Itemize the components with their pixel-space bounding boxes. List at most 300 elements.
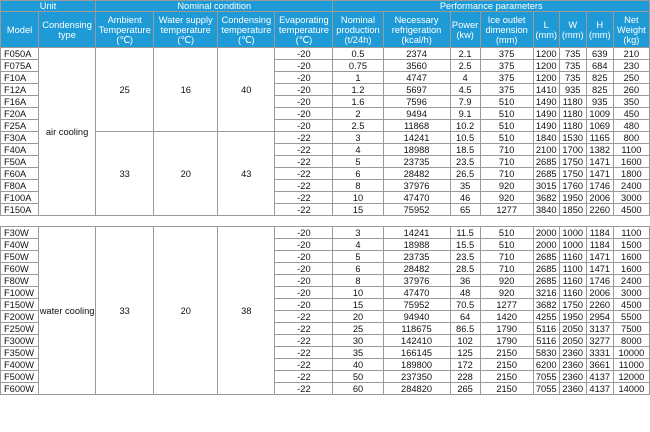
nominal-production-cell: 2.5 <box>333 120 383 132</box>
height-cell: 935 <box>586 96 613 108</box>
net-weight-cell: 800 <box>613 132 649 144</box>
nominal-production-cell: 4 <box>333 239 383 251</box>
ice-outlet-cell: 375 <box>480 84 533 96</box>
ice-outlet-cell: 1790 <box>480 323 533 335</box>
refrigeration-cell: 237350 <box>383 371 450 383</box>
ice-outlet-cell: 1790 <box>480 335 533 347</box>
width-cell: 1750 <box>559 156 586 168</box>
height-cell: 825 <box>586 84 613 96</box>
refrigeration-cell: 142410 <box>383 335 450 347</box>
net-weight-cell: 10000 <box>613 347 649 359</box>
length-cell: 1200 <box>533 60 559 72</box>
width-cell: 1180 <box>559 108 586 120</box>
length-cell: 2685 <box>533 251 559 263</box>
width-header: W (mm) <box>559 12 586 48</box>
length-cell: 2685 <box>533 168 559 180</box>
net-weight-cell: 12000 <box>613 371 649 383</box>
model-cell: F050A <box>1 48 39 60</box>
width-cell: 2050 <box>559 323 586 335</box>
power-cell: 46 <box>450 192 480 204</box>
ice-outlet-header: Ice outlet dimension (mm) <box>480 12 533 48</box>
ambient-cell: 33 <box>96 227 154 395</box>
evaporating-temp-cell: -20 <box>275 251 333 263</box>
height-cell: 684 <box>586 60 613 72</box>
model-cell: F20A <box>1 108 39 120</box>
table-row <box>1 132 650 144</box>
nominal-production-cell: 50 <box>333 371 383 383</box>
nominal-production-cell: 30 <box>333 335 383 347</box>
model-cell: F250W <box>1 323 39 335</box>
width-cell: 735 <box>559 60 586 72</box>
water-supply-cell: 20 <box>154 132 218 216</box>
evaporating-temp-cell: -20 <box>275 72 333 84</box>
width-cell: 1180 <box>559 96 586 108</box>
length-cell: 3682 <box>533 299 559 311</box>
nominal-production-cell: 15 <box>333 299 383 311</box>
net-weight-cell: 1600 <box>613 251 649 263</box>
model-cell: F12A <box>1 84 39 96</box>
model-cell: F50A <box>1 156 39 168</box>
net-weight-cell: 450 <box>613 108 649 120</box>
width-cell: 1950 <box>559 192 586 204</box>
ice-outlet-cell: 710 <box>480 144 533 156</box>
height-cell: 1165 <box>586 132 613 144</box>
power-cell: 9.1 <box>450 108 480 120</box>
water-supply-cell: 16 <box>154 48 218 132</box>
net-weight-cell: 8000 <box>613 335 649 347</box>
power-cell: 64 <box>450 311 480 323</box>
power-cell: 15.5 <box>450 239 480 251</box>
width-cell: 1160 <box>559 251 586 263</box>
ice-outlet-cell: 375 <box>480 48 533 60</box>
refrigeration-header: Necessary refrigeration (kcal/h) <box>383 12 450 48</box>
power-cell: 48 <box>450 287 480 299</box>
evaporating-temp-cell: -22 <box>275 311 333 323</box>
evaporating-temp-cell: -22 <box>275 168 333 180</box>
net-weight-cell: 14000 <box>613 383 649 395</box>
ice-outlet-cell: 920 <box>480 287 533 299</box>
width-cell: 1700 <box>559 144 586 156</box>
height-cell: 1184 <box>586 227 613 239</box>
power-cell: 86.5 <box>450 323 480 335</box>
evaporating-temp-cell: -20 <box>275 263 333 275</box>
nominal-condition-header: Nominal condition <box>96 1 333 12</box>
refrigeration-cell: 37976 <box>383 275 450 287</box>
evaporating-temp-cell: -22 <box>275 371 333 383</box>
power-cell: 36 <box>450 275 480 287</box>
power-cell: 23.5 <box>450 156 480 168</box>
condensing-type-cell: air cooling <box>39 48 96 216</box>
power-cell: 125 <box>450 347 480 359</box>
evaporating-temp-cell: -22 <box>275 323 333 335</box>
refrigeration-cell: 47470 <box>383 192 450 204</box>
length-header: L (mm) <box>533 12 559 48</box>
length-cell: 7055 <box>533 383 559 395</box>
height-cell: 3331 <box>586 347 613 359</box>
height-header: H (mm) <box>586 12 613 48</box>
height-cell: 2006 <box>586 192 613 204</box>
refrigeration-cell: 11868 <box>383 120 450 132</box>
net-weight-cell: 260 <box>613 84 649 96</box>
length-cell: 6200 <box>533 359 559 371</box>
power-cell: 11.5 <box>450 227 480 239</box>
height-cell: 639 <box>586 48 613 60</box>
net-weight-cell: 1500 <box>613 239 649 251</box>
power-cell: 228 <box>450 371 480 383</box>
power-cell: 10.2 <box>450 120 480 132</box>
height-cell: 825 <box>586 72 613 84</box>
power-cell: 28.5 <box>450 263 480 275</box>
performance-header: Performance parameters <box>333 1 650 12</box>
power-cell: 10.5 <box>450 132 480 144</box>
refrigeration-cell: 23735 <box>383 251 450 263</box>
net-weight-cell: 230 <box>613 60 649 72</box>
model-cell: F600W <box>1 383 39 395</box>
table-row <box>1 227 650 239</box>
refrigeration-cell: 284820 <box>383 383 450 395</box>
ice-outlet-cell: 375 <box>480 60 533 72</box>
length-cell: 2000 <box>533 227 559 239</box>
length-cell: 2000 <box>533 239 559 251</box>
net-weight-cell: 4500 <box>613 204 649 216</box>
evaporating-temp-cell: -20 <box>275 299 333 311</box>
evaporating-temp-cell: -20 <box>275 48 333 60</box>
model-cell: F100W <box>1 287 39 299</box>
evaporating-temp-cell: -22 <box>275 192 333 204</box>
model-cell: F80W <box>1 275 39 287</box>
height-cell: 1471 <box>586 156 613 168</box>
refrigeration-cell: 9494 <box>383 108 450 120</box>
ambient-temp-header: Ambient Temperature (℃) <box>96 12 154 48</box>
evaporating-temp-cell: -22 <box>275 204 333 216</box>
nominal-production-cell: 10 <box>333 192 383 204</box>
power-cell: 65 <box>450 204 480 216</box>
nominal-production-cell: 4 <box>333 144 383 156</box>
length-cell: 5830 <box>533 347 559 359</box>
nominal-production-cell: 5 <box>333 156 383 168</box>
model-cell: F30W <box>1 227 39 239</box>
nominal-production-cell: 1 <box>333 72 383 84</box>
net-weight-cell: 210 <box>613 48 649 60</box>
length-cell: 1200 <box>533 48 559 60</box>
ice-outlet-cell: 375 <box>480 72 533 84</box>
refrigeration-cell: 2374 <box>383 48 450 60</box>
nominal-production-cell: 1.6 <box>333 96 383 108</box>
ice-outlet-cell: 920 <box>480 275 533 287</box>
height-cell: 1184 <box>586 239 613 251</box>
height-cell: 1069 <box>586 120 613 132</box>
nominal-production-cell: 3 <box>333 227 383 239</box>
height-cell: 4137 <box>586 383 613 395</box>
height-cell: 2954 <box>586 311 613 323</box>
model-cell: F60A <box>1 168 39 180</box>
height-cell: 2260 <box>586 299 613 311</box>
refrigeration-cell: 166145 <box>383 347 450 359</box>
evaporating-temp-cell: -20 <box>275 227 333 239</box>
power-cell: 2.1 <box>450 48 480 60</box>
model-cell: F400W <box>1 359 39 371</box>
refrigeration-cell: 28482 <box>383 263 450 275</box>
width-cell: 2360 <box>559 371 586 383</box>
net-weight-cell: 350 <box>613 96 649 108</box>
ice-outlet-cell: 1420 <box>480 311 533 323</box>
length-cell: 3682 <box>533 192 559 204</box>
ice-outlet-cell: 510 <box>480 227 533 239</box>
net-weight-cell: 3000 <box>613 192 649 204</box>
length-cell: 1490 <box>533 96 559 108</box>
length-cell: 7055 <box>533 371 559 383</box>
width-cell: 2360 <box>559 359 586 371</box>
net-weight-header: Net Weight (kg) <box>613 12 649 48</box>
power-cell: 102 <box>450 335 480 347</box>
refrigeration-cell: 28482 <box>383 168 450 180</box>
width-cell: 1100 <box>559 263 586 275</box>
model-cell: F30A <box>1 132 39 144</box>
water-supply-cell: 20 <box>154 227 218 395</box>
refrigeration-cell: 18988 <box>383 239 450 251</box>
width-cell: 735 <box>559 72 586 84</box>
power-cell: 172 <box>450 359 480 371</box>
evaporating-temp-cell: -22 <box>275 180 333 192</box>
width-cell: 1160 <box>559 287 586 299</box>
nominal-production-cell: 6 <box>333 263 383 275</box>
length-cell: 1840 <box>533 132 559 144</box>
width-cell: 1750 <box>559 168 586 180</box>
ice-outlet-cell: 710 <box>480 168 533 180</box>
condensing-cell: 38 <box>218 227 275 395</box>
net-weight-cell: 7500 <box>613 323 649 335</box>
length-cell: 4255 <box>533 311 559 323</box>
ice-outlet-cell: 510 <box>480 239 533 251</box>
width-cell: 2360 <box>559 347 586 359</box>
evaporating-temp-cell: -22 <box>275 383 333 395</box>
power-cell: 265 <box>450 383 480 395</box>
width-cell: 2050 <box>559 335 586 347</box>
refrigeration-cell: 118675 <box>383 323 450 335</box>
length-cell: 2685 <box>533 275 559 287</box>
evaporating-temp-cell: -20 <box>275 287 333 299</box>
net-weight-cell: 1800 <box>613 168 649 180</box>
ice-outlet-cell: 710 <box>480 263 533 275</box>
model-cell: F350W <box>1 347 39 359</box>
net-weight-cell: 480 <box>613 120 649 132</box>
ice-outlet-cell: 2150 <box>480 347 533 359</box>
refrigeration-cell: 18988 <box>383 144 450 156</box>
length-cell: 1200 <box>533 72 559 84</box>
condensing-type-cell: water cooling <box>39 227 96 395</box>
evaporating-temp-cell: -22 <box>275 156 333 168</box>
spacer-cell <box>1 216 650 227</box>
nominal-production-header: Nominal production (t/24h) <box>333 12 383 48</box>
net-weight-cell: 1600 <box>613 156 649 168</box>
ice-outlet-cell: 510 <box>480 120 533 132</box>
water-supply-temp-header: Water supply temperature (℃) <box>154 12 218 48</box>
evaporating-temp-cell: -22 <box>275 335 333 347</box>
nominal-production-cell: 8 <box>333 180 383 192</box>
width-cell: 2360 <box>559 383 586 395</box>
height-cell: 1471 <box>586 168 613 180</box>
nominal-production-cell: 8 <box>333 275 383 287</box>
nominal-production-cell: 35 <box>333 347 383 359</box>
length-cell: 3840 <box>533 204 559 216</box>
unit-header: Unit <box>1 1 96 12</box>
model-cell: F500W <box>1 371 39 383</box>
width-cell: 1760 <box>559 180 586 192</box>
height-cell: 2006 <box>586 287 613 299</box>
length-cell: 1490 <box>533 120 559 132</box>
nominal-production-cell: 1.2 <box>333 84 383 96</box>
condensing-cell: 43 <box>218 132 275 216</box>
refrigeration-cell: 23735 <box>383 156 450 168</box>
height-cell: 1746 <box>586 180 613 192</box>
height-cell: 1471 <box>586 263 613 275</box>
power-cell: 23.5 <box>450 251 480 263</box>
nominal-production-cell: 10 <box>333 287 383 299</box>
width-cell: 1000 <box>559 227 586 239</box>
refrigeration-cell: 47470 <box>383 287 450 299</box>
ice-outlet-cell: 710 <box>480 156 533 168</box>
refrigeration-cell: 3560 <box>383 60 450 72</box>
evaporating-temp-cell: -22 <box>275 347 333 359</box>
power-cell: 70.5 <box>450 299 480 311</box>
model-cell: F150W <box>1 299 39 311</box>
width-cell: 735 <box>559 48 586 60</box>
height-cell: 1382 <box>586 144 613 156</box>
table-row <box>1 48 650 60</box>
net-weight-cell: 2400 <box>613 180 649 192</box>
model-cell: F40W <box>1 239 39 251</box>
net-weight-cell: 1100 <box>613 144 649 156</box>
evaporating-temp-cell: -20 <box>275 60 333 72</box>
length-cell: 3216 <box>533 287 559 299</box>
height-cell: 3137 <box>586 323 613 335</box>
net-weight-cell: 250 <box>613 72 649 84</box>
evaporating-temp-cell: -20 <box>275 275 333 287</box>
net-weight-cell: 4500 <box>613 299 649 311</box>
condensing-cell: 40 <box>218 48 275 132</box>
power-cell: 4.5 <box>450 84 480 96</box>
power-cell: 2.5 <box>450 60 480 72</box>
refrigeration-cell: 189800 <box>383 359 450 371</box>
ice-outlet-cell: 510 <box>480 108 533 120</box>
power-cell: 26.5 <box>450 168 480 180</box>
ice-outlet-cell: 1277 <box>480 299 533 311</box>
length-cell: 3015 <box>533 180 559 192</box>
model-cell: F200W <box>1 311 39 323</box>
power-cell: 7.9 <box>450 96 480 108</box>
power-cell: 4 <box>450 72 480 84</box>
ice-outlet-cell: 710 <box>480 251 533 263</box>
width-cell: 1950 <box>559 311 586 323</box>
ice-outlet-cell: 920 <box>480 180 533 192</box>
model-cell: F80A <box>1 180 39 192</box>
model-cell: F60W <box>1 263 39 275</box>
width-cell: 1750 <box>559 299 586 311</box>
spec-table-body <box>1 48 650 395</box>
evaporating-temp-cell: -20 <box>275 96 333 108</box>
ice-outlet-cell: 1277 <box>480 204 533 216</box>
refrigeration-cell: 94940 <box>383 311 450 323</box>
height-cell: 1009 <box>586 108 613 120</box>
nominal-production-cell: 5 <box>333 251 383 263</box>
model-cell: F100A <box>1 192 39 204</box>
height-cell: 1471 <box>586 251 613 263</box>
length-cell: 5116 <box>533 335 559 347</box>
ice-outlet-cell: 510 <box>480 96 533 108</box>
nominal-production-cell: 0.75 <box>333 60 383 72</box>
refrigeration-cell: 75952 <box>383 299 450 311</box>
nominal-production-cell: 0.5 <box>333 48 383 60</box>
height-cell: 3661 <box>586 359 613 371</box>
condensing-temp-header: Condensing temperature (℃) <box>218 12 275 48</box>
length-cell: 1490 <box>533 108 559 120</box>
ambient-cell: 25 <box>96 48 154 132</box>
nominal-production-cell: 60 <box>333 383 383 395</box>
width-cell: 1530 <box>559 132 586 144</box>
condensing-type-header: Condensing type <box>39 12 96 48</box>
refrigeration-cell: 5697 <box>383 84 450 96</box>
model-cell: F16A <box>1 96 39 108</box>
refrigeration-cell: 75952 <box>383 204 450 216</box>
model-cell: F50W <box>1 251 39 263</box>
refrigeration-cell: 37976 <box>383 180 450 192</box>
nominal-production-cell: 3 <box>333 132 383 144</box>
power-cell: 18.5 <box>450 144 480 156</box>
net-weight-cell: 11000 <box>613 359 649 371</box>
ice-outlet-cell: 920 <box>480 192 533 204</box>
refrigeration-cell: 14241 <box>383 132 450 144</box>
model-cell: F10A <box>1 72 39 84</box>
ice-outlet-cell: 510 <box>480 132 533 144</box>
ice-outlet-cell: 2150 <box>480 359 533 371</box>
net-weight-cell: 2400 <box>613 275 649 287</box>
evaporating-temp-cell: -22 <box>275 359 333 371</box>
height-cell: 4137 <box>586 371 613 383</box>
width-cell: 935 <box>559 84 586 96</box>
length-cell: 2685 <box>533 156 559 168</box>
model-cell: F40A <box>1 144 39 156</box>
net-weight-cell: 5500 <box>613 311 649 323</box>
width-cell: 1180 <box>559 120 586 132</box>
nominal-production-cell: 40 <box>333 359 383 371</box>
width-cell: 1000 <box>559 239 586 251</box>
model-header: Model <box>1 12 39 48</box>
net-weight-cell: 3000 <box>613 287 649 299</box>
ice-outlet-cell: 2150 <box>480 371 533 383</box>
height-cell: 2260 <box>586 204 613 216</box>
net-weight-cell: 1100 <box>613 227 649 239</box>
power-header: Power (kw) <box>450 12 480 48</box>
nominal-production-cell: 20 <box>333 311 383 323</box>
evaporating-temp-header: Evaporating temperature (℃) <box>275 12 333 48</box>
ambient-cell: 33 <box>96 132 154 216</box>
model-cell: F075A <box>1 60 39 72</box>
length-cell: 2685 <box>533 263 559 275</box>
width-cell: 1850 <box>559 204 586 216</box>
length-cell: 1410 <box>533 84 559 96</box>
model-cell: F300W <box>1 335 39 347</box>
net-weight-cell: 1600 <box>613 263 649 275</box>
evaporating-temp-cell: -22 <box>275 132 333 144</box>
height-cell: 1746 <box>586 275 613 287</box>
height-cell: 3277 <box>586 335 613 347</box>
nominal-production-cell: 6 <box>333 168 383 180</box>
nominal-production-cell: 25 <box>333 323 383 335</box>
refrigeration-cell: 14241 <box>383 227 450 239</box>
evaporating-temp-cell: -20 <box>275 84 333 96</box>
model-cell: F25A <box>1 120 39 132</box>
evaporating-temp-cell: -20 <box>275 108 333 120</box>
